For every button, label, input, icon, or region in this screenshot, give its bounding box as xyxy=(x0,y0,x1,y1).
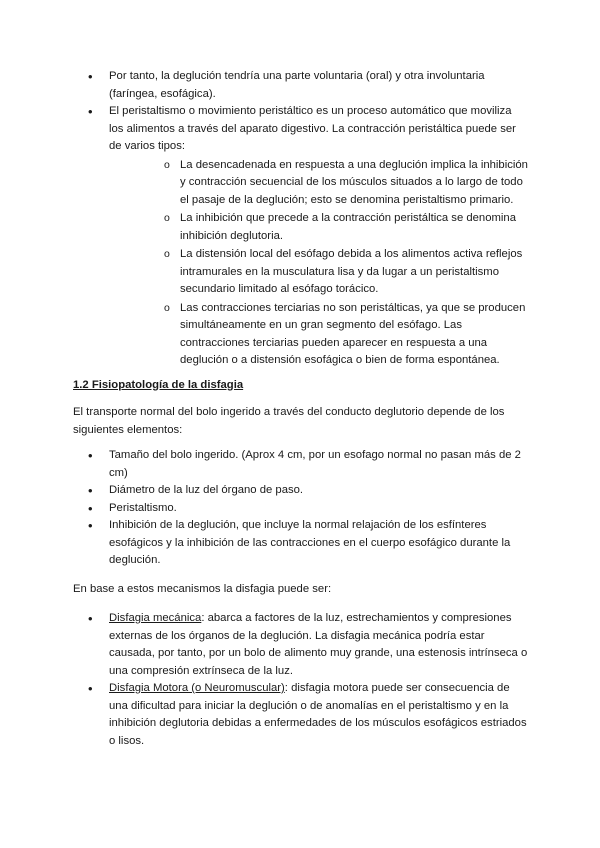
list-item xyxy=(73,103,528,370)
list-item-text: Peristaltismo. xyxy=(109,501,177,514)
list-item-text: El peristaltismo o movimiento peristáltico es un proceso automático que moviliza los alimentos a través del aparato digestivo. La contracción peristáltica puede ser de varios tipos: xyxy=(109,105,516,152)
sublist-item-text: La distensión local del esófago debida a los alimentos activa reflejos intramurales en la musculatura lisa y da lugar a un peristaltismo secundario limitado al esófago torácico. xyxy=(180,248,523,295)
sublist-item xyxy=(109,210,528,245)
types-intro-paragraph: En base a estos mecanismos la disfagia puede ser: xyxy=(73,582,332,595)
sublist-item xyxy=(109,300,528,370)
dysphagia-types-list xyxy=(73,610,528,750)
elements-bullet-list xyxy=(73,447,528,570)
list-item xyxy=(73,610,528,680)
list-item xyxy=(73,482,528,500)
intro-paragraph: El transporte normal del bolo ingerido a través del conducto deglutorio depende de los siguientes elementos: xyxy=(73,406,505,436)
dysphagia-type-term: Disfagia Motora (o Neuromuscular) xyxy=(109,682,285,694)
sublist-item-text: La inhibición que precede a la contracción peristáltica se denomina inhibición deglutoria. xyxy=(180,212,516,242)
list-item xyxy=(73,517,528,570)
list-item xyxy=(73,680,528,750)
list-item xyxy=(73,68,528,103)
dysphagia-type-term: Disfagia mecánica xyxy=(109,612,202,624)
document-page xyxy=(73,68,528,750)
list-item xyxy=(73,447,528,482)
sublist-item-text: La desencadenada en respuesta a una deglución implica la inhibición y contracción secuencial de los músculos situados a lo largo de todo el pasaje de la deglución; esto se denomina peristaltismo primario. xyxy=(180,158,528,206)
dysphagia-type-description: : disfagia motora puede ser consecuencia de una dificultad para iniciar la deglución o de anomalías en el peristaltismo y en la inhibición deglutoria debidas a enfermedades de los músculos esofágicos estriados o lisos. xyxy=(109,682,527,747)
list-item-text: Por tanto, la deglución tendría una parte voluntaria (oral) y otra involuntaria (faríngea, esofágica). xyxy=(109,70,485,100)
list-item-text: Inhibición de la deglución, que incluye la normal relajación de los esfínteres esofágicos y la inhibición de las contracciones en el cuerpo esofágico durante la deglución. xyxy=(109,519,511,566)
list-item-text: Tamaño del bolo ingerido. (Aprox 4 cm, por un esofago normal no pasan más de 2 cm) xyxy=(109,449,521,479)
sublist-item-text: Las contracciones terciarias no son peristálticas, ya que se producen simultáneamente en un gran segmento del esófago. Las contracciones terciarias pueden aparecer en respuesta a una deglución o a distensión esofágica o bien de forma espontánea. xyxy=(180,301,526,366)
section-heading: 1.2 Fisiopatología de la disfagia xyxy=(73,378,244,391)
list-item-text: Diámetro de la luz del órgano de paso. xyxy=(109,484,304,496)
peristalsis-sublist xyxy=(109,157,528,370)
list-item xyxy=(73,500,528,518)
sublist-item xyxy=(109,157,528,210)
swallowing-bullet-list xyxy=(73,68,528,370)
sublist-item xyxy=(109,246,528,299)
dysphagia-type-description: : abarca a factores de la luz, estrechamientos y compresiones externas de los órganos de la deglución. La disfagia mecánica podría estar causada, por tanto, por un bolo de alimento muy grande, una estenosis intrínseca o una compresión extrínseca de la luz. xyxy=(109,612,528,677)
